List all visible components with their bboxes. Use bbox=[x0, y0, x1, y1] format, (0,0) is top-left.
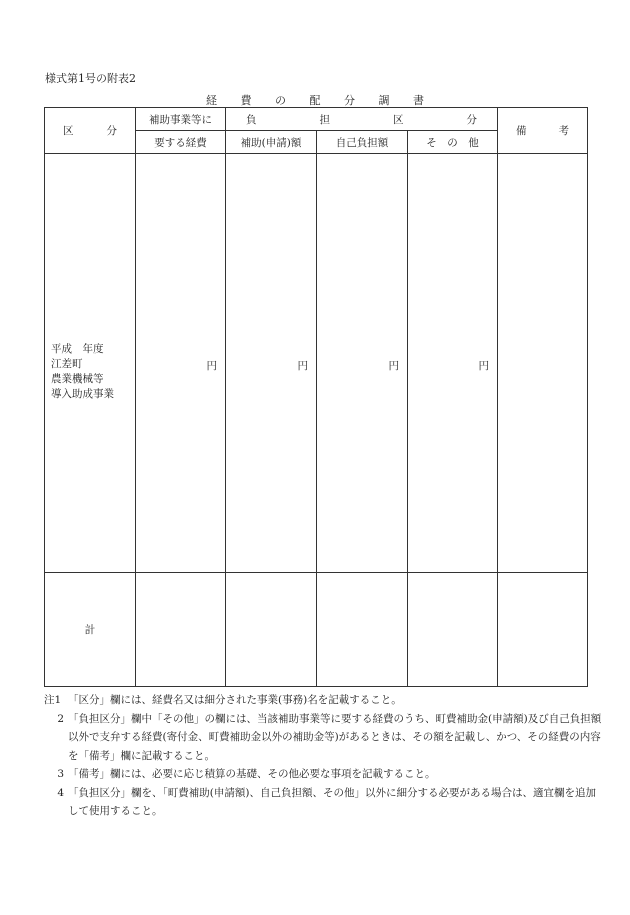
header-required-line1: 補助事業等に bbox=[136, 108, 226, 131]
title-char: 書 bbox=[413, 94, 424, 107]
title-char: 配 bbox=[309, 94, 321, 107]
note-number: 3 bbox=[57, 768, 64, 780]
required-cost-cell: 円 bbox=[136, 154, 226, 573]
note-text: 「備考」欄には、必要に応じ積算の基礎、その他必要な事項を記載すること。 bbox=[68, 768, 436, 780]
header-remarks-char: 考 bbox=[558, 125, 570, 137]
category-line: 農業機械等 bbox=[51, 373, 104, 385]
header-burden-char: 負 bbox=[246, 113, 257, 126]
header-remarks bbox=[498, 108, 588, 154]
total-subsidy bbox=[226, 573, 317, 687]
note-text: 「区分」欄には、経費名又は細分された事業(事務)名を記載すること。 bbox=[68, 694, 402, 706]
notes bbox=[44, 691, 604, 821]
category-line: 導入助成事業 bbox=[51, 388, 114, 400]
category-line: 平成 年度 bbox=[51, 343, 104, 355]
note-item bbox=[44, 691, 604, 710]
header-self-burden: 自己負担額 bbox=[317, 131, 408, 154]
note-text: 「負担区分」欄を、「町費補助(申請額)、自己負担額、その他」以外に細分する必要がある場合は、適宜欄を追加して使用すること。 bbox=[68, 786, 596, 817]
note-number: 4 bbox=[57, 786, 64, 799]
total-other bbox=[408, 573, 498, 687]
header-other: そ の 他 bbox=[408, 131, 498, 154]
note-number: 注1 bbox=[44, 694, 62, 706]
note-item bbox=[44, 784, 604, 821]
subsidy-cell: 円 bbox=[226, 154, 317, 573]
document-title bbox=[0, 92, 630, 108]
form-label: 様式第1号の附表2 bbox=[45, 72, 136, 85]
note-number: 2 bbox=[57, 712, 64, 725]
category-cell bbox=[45, 154, 136, 573]
note-text: 「負担区分」欄中「その他」の欄には、当該補助事業等に要する経費のうち、町費補助金(申請額)及び自己負担額以外で支弁する経費(寄付金、町費補助金以外の補助金等)があるときは、その額を記載し、かつ、その経費の内容を「備考」欄に記載すること。 bbox=[68, 712, 602, 762]
title-char: 費 bbox=[240, 94, 252, 107]
header-burden-char: 分 bbox=[466, 113, 477, 126]
header-category-char: 分 bbox=[106, 125, 117, 137]
remarks-cell bbox=[498, 154, 588, 573]
total-self-burden bbox=[317, 573, 408, 687]
header-category bbox=[45, 108, 136, 154]
total-required-cost bbox=[136, 573, 226, 687]
header-burden bbox=[226, 108, 498, 131]
note-item bbox=[44, 765, 604, 784]
total-label: 計 bbox=[45, 573, 136, 687]
header-remarks-char: 備 bbox=[516, 125, 527, 137]
header-burden-char: 区 bbox=[393, 113, 404, 126]
cost-allocation-table bbox=[44, 107, 588, 687]
header-required-line2: 要する経費 bbox=[136, 131, 226, 154]
self-burden-cell: 円 bbox=[317, 154, 408, 573]
title-char: 調 bbox=[378, 94, 390, 107]
note-item bbox=[44, 710, 604, 766]
header-burden-char: 担 bbox=[319, 113, 330, 126]
title-char: の bbox=[275, 94, 286, 107]
total-remarks bbox=[498, 573, 588, 687]
header-category-char: 区 bbox=[63, 125, 74, 137]
title-char: 分 bbox=[344, 94, 355, 107]
title-char: 経 bbox=[206, 94, 217, 107]
category-line: 江差町 bbox=[51, 358, 83, 370]
other-cell: 円 bbox=[408, 154, 498, 573]
header-subsidy: 補助(申請)額 bbox=[226, 131, 317, 154]
